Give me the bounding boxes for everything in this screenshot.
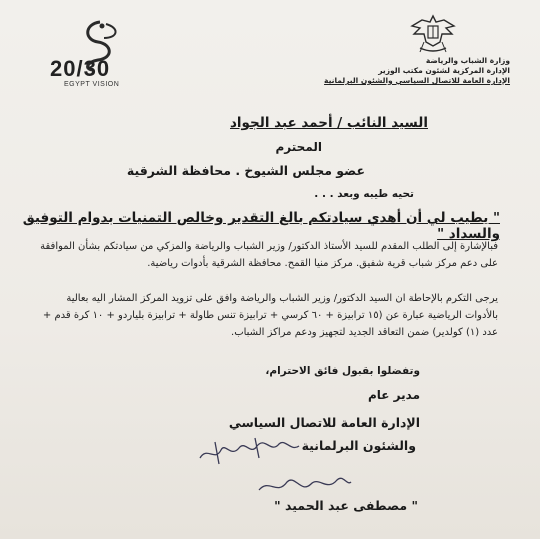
paragraph-1: فبالإشارة إلى الطلب المقدم للسيد الأستاذ الدكتور/ وزير الشباب والرياضة والمزكي من سيادتكم بشأن الموافقة على دعم مركز شباب قرية شفيق. مركز منيا القمح. محافظة الشرقية بأدوات رياضية. [40, 241, 498, 269]
member-title: عضو مجلس الشيوخ . محافظة الشرقية [126, 163, 365, 178]
ministry-line-2: الإدارة المركزية لشئون مكتب الوزير [378, 66, 510, 75]
eagle-emblem-icon [408, 12, 458, 56]
signature-department-1: الإدارة العامة للاتصال السياسي [228, 415, 420, 430]
closing-thanks: وتفضلوا بقبول فائق الاحترام، [265, 365, 420, 377]
vision-subtitle: EGYPT VISION [64, 81, 120, 88]
ministry-header [280, 56, 510, 86]
signature-department-2: والشئون البرلمانية [301, 438, 416, 453]
greeting: تحيه طيبه وبعد . . . [314, 188, 414, 200]
vision-number: 20/30 [50, 56, 111, 81]
signature-title: مدير عام [367, 388, 420, 402]
respected-label: المحترم [275, 140, 322, 154]
paragraph-2: يرجى التكرم بالإحاطة ان السيد الدكتور/ وزير الشباب والرياضة وافق على تزويد المركز المشار اليه بعالية بالأدوات الرياضية عبارة عن (١٥ ترابيزة + ٦٠ كرسي + ترابيزة تنس طاولة + ترابيزة بلياردو + ١٠ كرة قدم + عدد (١) كولدير) ضمن التعاقد الجديد لتجهيز ودعم مراكز الشباب. [42, 293, 498, 338]
quote-line: " يطيب لي أن أهدي سيادتكم بالغ التقدير وخالص التمنيات بدوام التوفيق والسداد " [22, 210, 500, 242]
addressee: السيد النائب / أحمد عبد الجواد [230, 115, 428, 131]
signature-name: " مصطفى عبد الحميد " [274, 498, 418, 513]
ministry-line-3: الإدارة العامة للاتصال السياسي والشئون البرلمانية [324, 76, 510, 85]
ministry-line-1: وزارة الشباب والرياضة [425, 56, 510, 65]
handwritten-signature-icon [195, 428, 345, 468]
initials-scribble-icon [255, 470, 355, 500]
